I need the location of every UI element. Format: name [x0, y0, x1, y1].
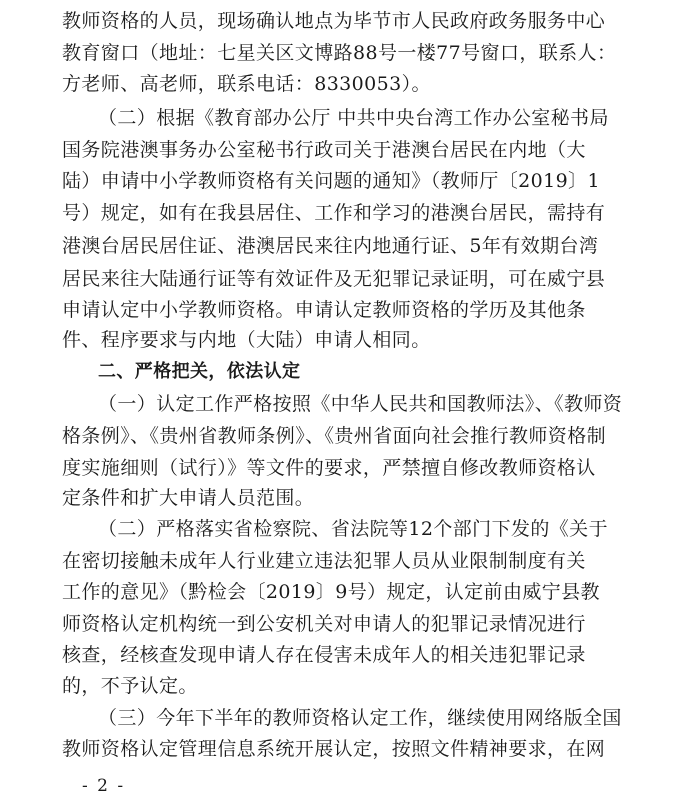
text-line: 师资格认定机构统一到公安机关对申请人的犯罪记录情况进行 — [62, 613, 586, 635]
text-line: 定条件和扩大申请人员范围。 — [62, 487, 315, 509]
text-line: 方老师、高老师，联系电话：8330053）。 — [62, 73, 431, 95]
text-line: 国务院港澳事务办公室秘书行政司关于港澳台居民在内地（大 — [62, 139, 586, 161]
text-line: 教师资格的人员，现场确认地点为毕节市人民政府政务服务中心 — [62, 10, 606, 32]
text-line: 港澳台居民居住证、港澳居民来往内地通行证、5年有效期台湾 — [62, 235, 599, 257]
text-line: 申请认定中小学教师资格。申请认定教师资格的学历及其他条 — [62, 299, 586, 321]
text-line: 工作的意见》（黔检会〔2019〕9号）规定，认定前由威宁县教 — [62, 581, 600, 603]
text-line: 教育窗口（地址：七星关区文博路88号一楼77号窗口，联系人： — [62, 42, 617, 64]
text-line: 格条例》、《贵州省教师条例》、《贵州省面向社会推行教师资格制 — [62, 425, 607, 447]
text-line: 核查，经核查发现申请人存在侵害未成年人的相关违犯罪记录 — [62, 644, 586, 666]
text-line: （一）认定工作严格按照《中华人民共和国教师法》、《教师资 — [98, 393, 623, 415]
text-line: （三）今年下半年的教师资格认定工作，继续使用网络版全国 — [98, 707, 622, 729]
text-line: 陆）申请中小学教师资格有关问题的通知》（教师厅〔2019〕1 — [62, 170, 600, 192]
text-line: 居民来往大陆通行证等有效证件及无犯罪记录证明，可在威宁县 — [62, 268, 606, 290]
text-line: 的，不予认定。 — [62, 675, 198, 697]
text-line: 在密切接触未成年人行业建立违法犯罪人员从业限制制度有关 — [62, 550, 586, 572]
text-line: （二）严格落实省检察院、省法院等12个部门下发的《关于 — [98, 518, 608, 540]
text-line: 件、程序要求与内地（大陆）申请人相同。 — [62, 329, 431, 351]
text-line: 号）规定，如有在我县居住、工作和学习的港澳台居民，需持有 — [62, 202, 606, 224]
text-line: （二）根据《教育部办公厅 中共中央台湾工作办公室秘书局 — [98, 107, 609, 129]
text-line: 教师资格认定管理信息系统开展认定，按照文件精神要求，在网 — [62, 738, 606, 760]
text-line: 度实施细则（试行）》等文件的要求，严禁擅自修改教师资格认 — [62, 457, 596, 479]
page-number: - 2 - — [82, 776, 126, 796]
section-heading: 二、严格把关，依法认定 — [98, 361, 301, 382]
